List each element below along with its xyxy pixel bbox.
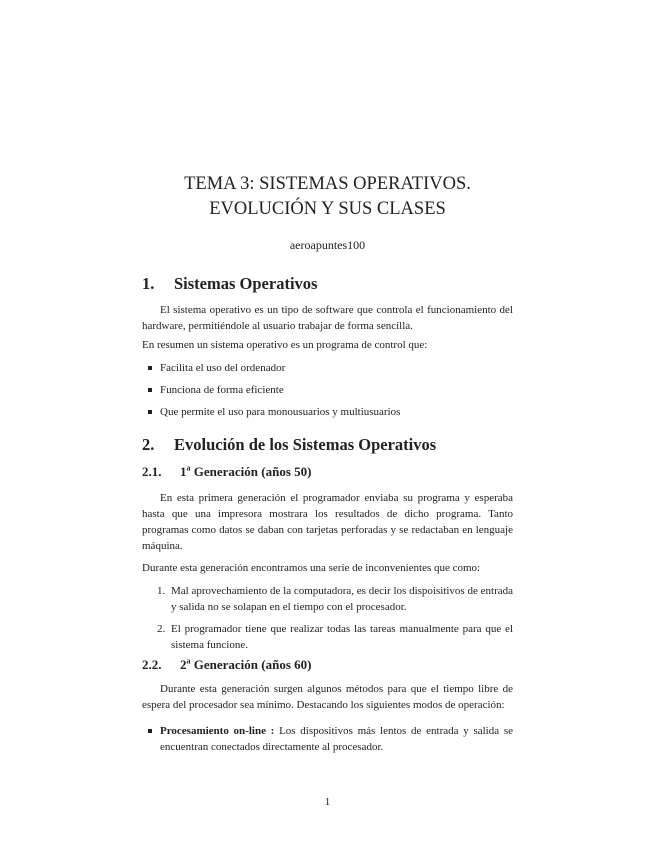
generation-number: 1: [180, 464, 187, 479]
bullet-icon: [148, 410, 152, 414]
item-number: 2.: [157, 623, 166, 635]
list-item: [160, 382, 513, 398]
list-item-text: Funciona de forma eficiente: [160, 384, 284, 396]
page-number: 1: [324, 796, 331, 808]
list-item-text: Que permite el uso para monousuarios y multiusuarios: [160, 406, 401, 418]
section-title: Evolución de los Sistemas Operativos: [174, 435, 437, 454]
paragraph: Durante esta generación encontramos una serie de inconvenientes que como:: [142, 562, 481, 574]
subsection-number: 2.1.: [142, 464, 162, 479]
ordinal-sup: a: [186, 656, 191, 666]
author: aeroapuntes100: [289, 238, 366, 252]
list-item: [160, 723, 513, 755]
section-number: 1.: [142, 274, 155, 293]
list-item-text: El programador tiene que realizar todas las tareas manualmente para que el sistema funcione.: [171, 623, 513, 651]
bullet-icon: [148, 366, 152, 370]
list-item: [157, 621, 513, 653]
list-item-text: Facilita el uso del ordenador: [160, 362, 286, 374]
title-line-1: TEMA 3: SISTEMAS OPERATIVOS.: [184, 174, 471, 194]
subsection-title: Generación (años 50): [190, 464, 312, 479]
paragraph: En esta primera generación el programador enviaba su programa y esperaba hasta que una impresora mostrara los resultados de dicho programa. Tanto programas como datos se daban con tarjetas perforadas y se redactaban en lenguaje máquina.: [142, 492, 513, 552]
paragraph: En resumen un sistema operativo es un programa de control que:: [142, 339, 428, 351]
generation-number: 2: [180, 657, 187, 672]
paragraph: El sistema operativo es un tipo de software que controla el funcionamiento del hardware, permitiéndole al usuario trabajar de forma sencilla.: [142, 304, 513, 332]
subsection-number: 2.2.: [142, 657, 162, 672]
ordinal-sup: a: [186, 463, 191, 473]
subsection-2-1-heading: [142, 462, 513, 482]
item-number: 1.: [157, 585, 166, 597]
subsection-title: Generación (años 60): [190, 657, 312, 672]
list-item-text: Los dispositivos más lentos de entrada y salida se encuentran conectados directamente al procesador.: [160, 725, 513, 753]
section-1-heading: [142, 273, 513, 295]
section-2-heading: [142, 434, 513, 456]
list-item-text: Mal aprovechamiento de la computadora, es decir los dispoisitivos de entrada y salida no se solapan en el tiempo con el procesador.: [171, 585, 513, 613]
list-item: [157, 583, 513, 615]
paragraph: Durante esta generación surgen algunos métodos para que el tiempo libre de espera del procesador sea mínimo. Destacando los siguientes modos de operación:: [142, 683, 513, 711]
list-item: [160, 404, 513, 420]
term: Procesamiento on-line :: [160, 725, 275, 737]
subsection-2-2-heading: [142, 655, 513, 675]
section-number: 2.: [142, 435, 155, 454]
bullet-icon: [148, 729, 152, 733]
title-line-2: EVOLUCIÓN Y SUS CLASES: [209, 199, 446, 219]
list-item: [160, 360, 513, 376]
section-title: Sistemas Operativos: [174, 274, 318, 293]
bullet-icon: [148, 388, 152, 392]
